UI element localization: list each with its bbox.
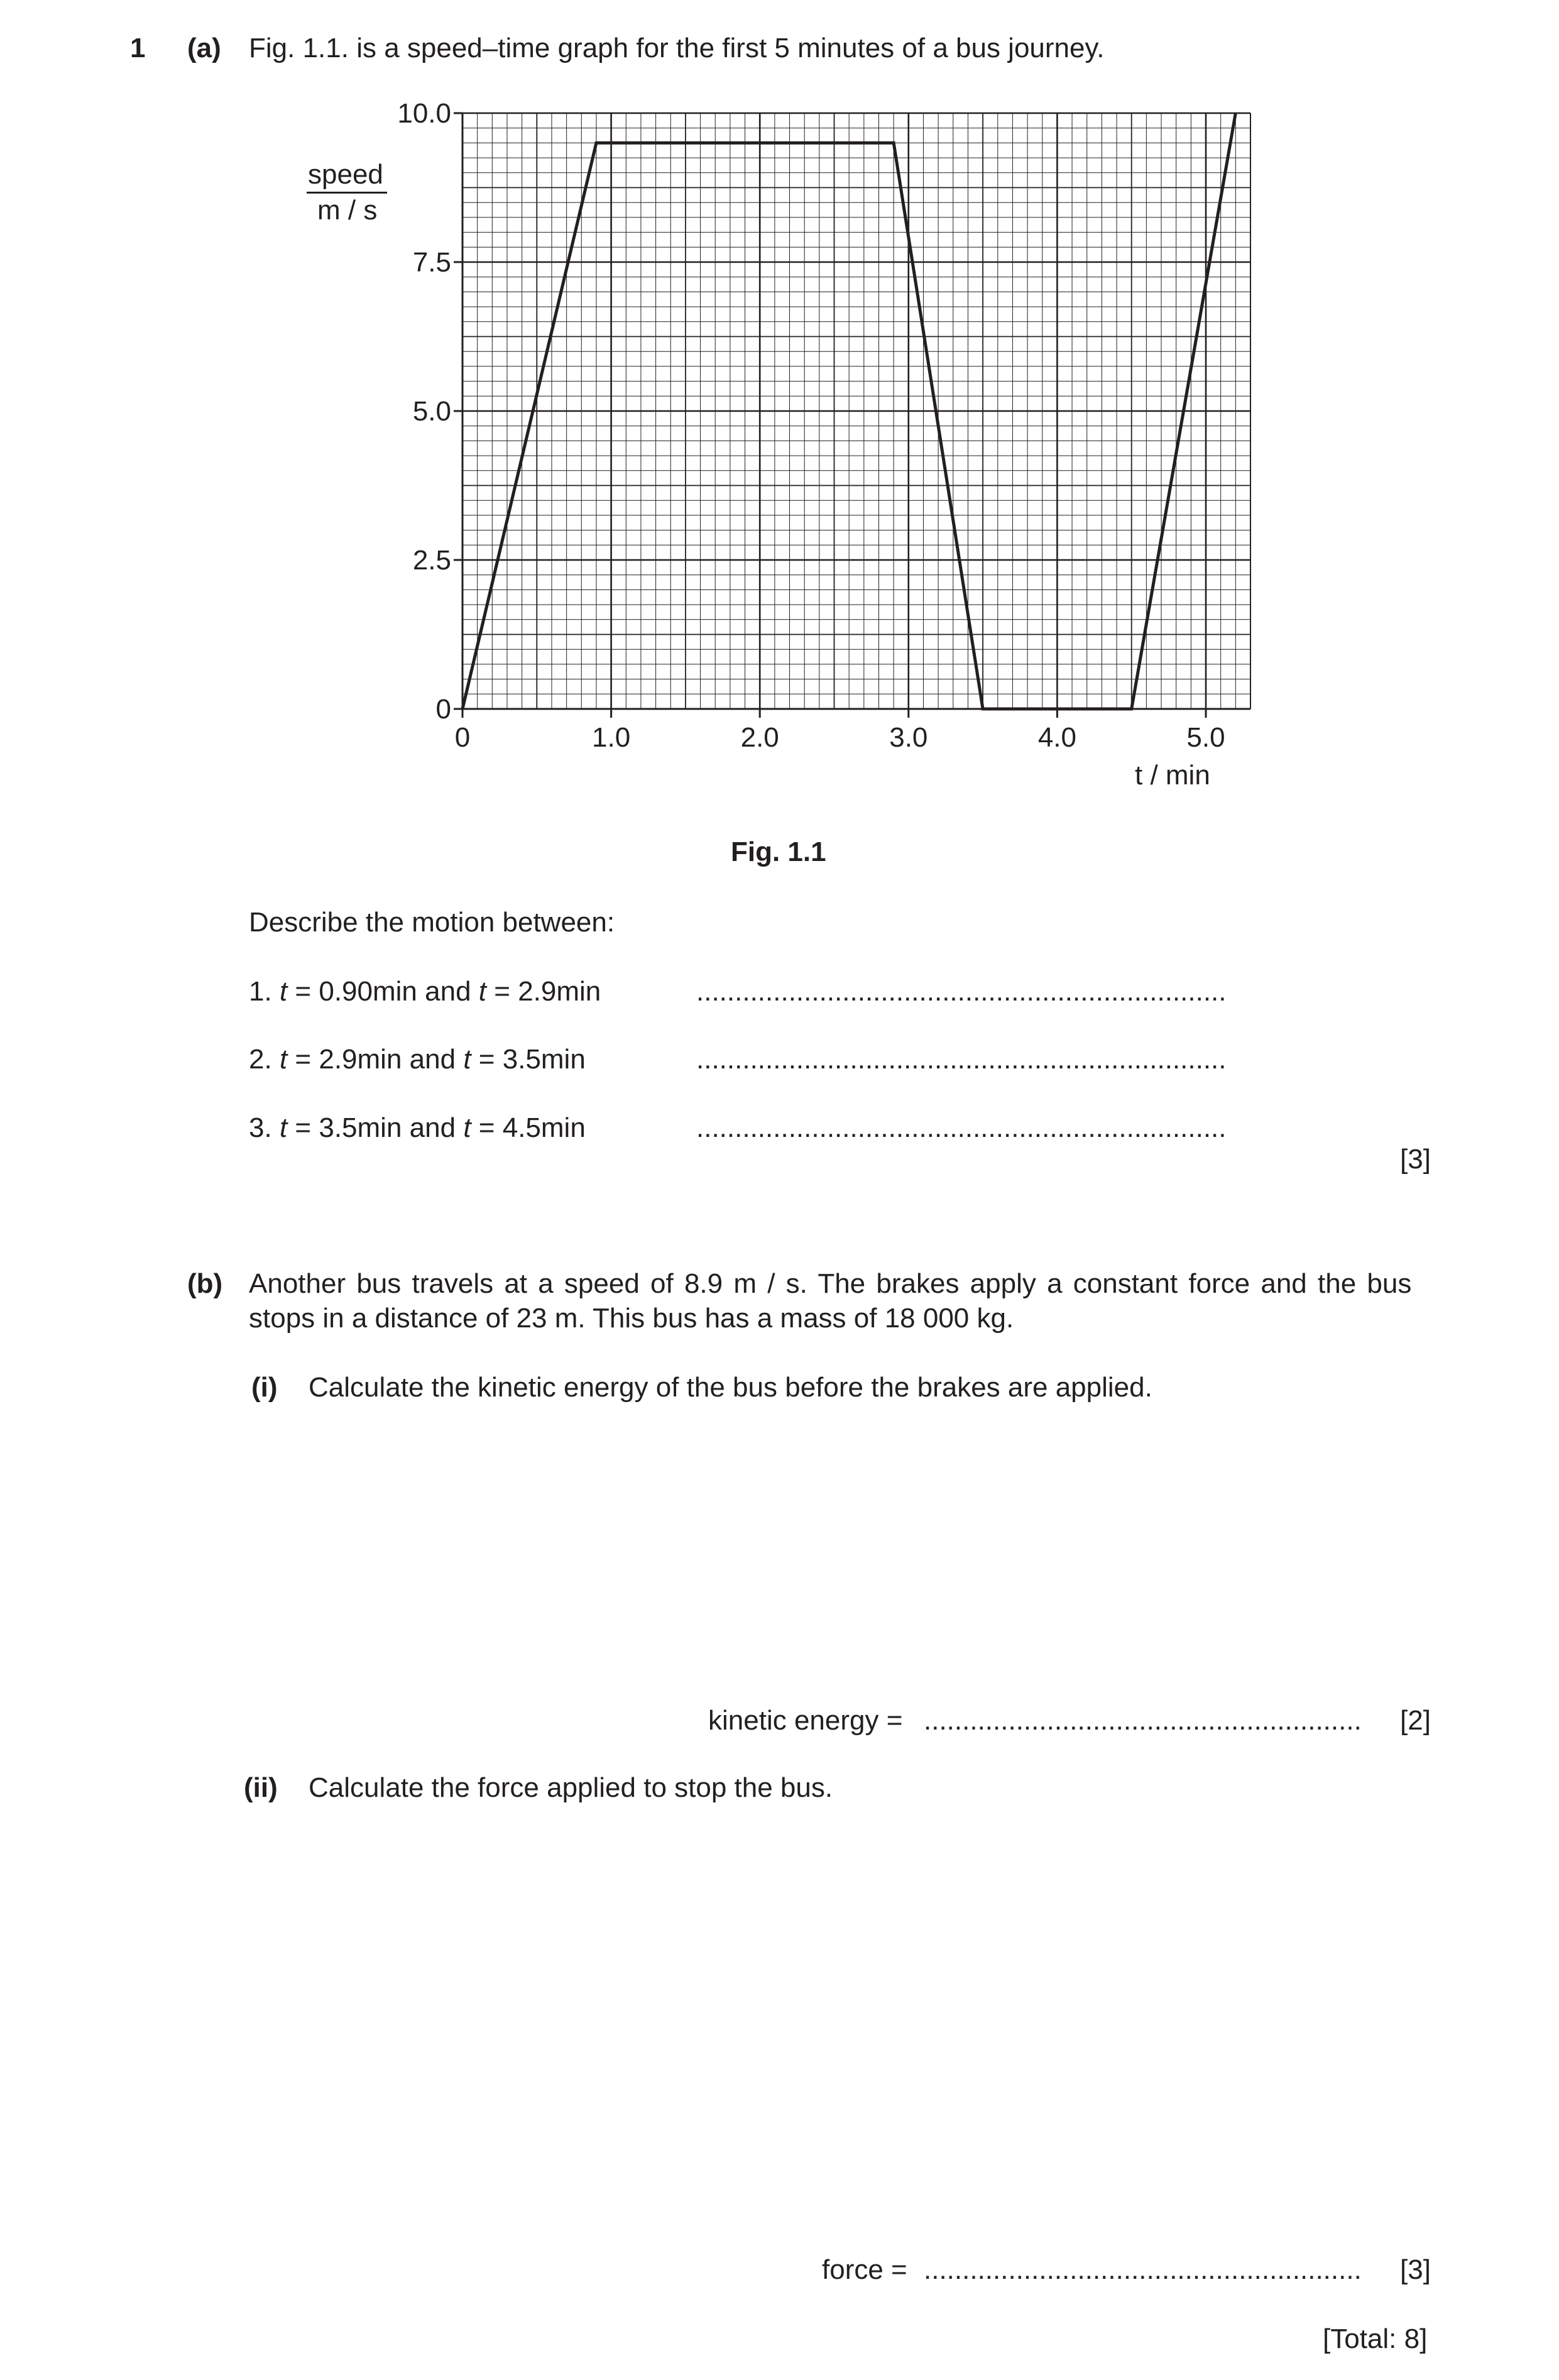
equals: =	[478, 1044, 495, 1075]
motion-item-1	[249, 978, 601, 1006]
time-end: 2.9	[518, 976, 557, 1007]
x-tick-label: 1.0	[592, 722, 631, 753]
answer-line-2[interactable]: .....................................................................	[696, 1044, 1227, 1075]
time-start: 2.9	[319, 1044, 358, 1075]
sub-ii-marks: [3]	[1400, 2254, 1431, 2285]
speed-time-graph	[0, 0, 1559, 817]
sub-ii-label: (ii)	[244, 1772, 278, 1803]
y-tick-label: 2.5	[412, 545, 451, 576]
time-unit: min	[540, 1112, 586, 1143]
graph-tick-labels	[397, 98, 1225, 753]
equals: =	[295, 1044, 312, 1075]
time-unit: min	[372, 976, 417, 1007]
t-symbol: t	[478, 976, 487, 1007]
part-a-intro: Fig. 1.1. is a speed–time graph for the first 5 minutes of a bus journey.	[249, 33, 1105, 63]
force-answer-line[interactable]: .........................................................	[924, 2254, 1362, 2285]
y-axis-label-speed: speed	[308, 159, 383, 190]
y-tick-label: 0	[435, 694, 451, 725]
time-start: 3.5	[319, 1112, 358, 1143]
equals: =	[494, 976, 510, 1007]
t-symbol: t	[279, 1112, 288, 1143]
sub-ii-text: Calculate the force applied to stop the bus.	[309, 1772, 833, 1803]
and-word: and	[409, 1112, 456, 1143]
part-b-text-line1: Another bus travels at a speed of 8.9 m / s. The brakes apply a constant force and the bus	[249, 1268, 1412, 1299]
describe-prompt: Describe the motion between:	[249, 907, 615, 938]
time-end: 4.5	[502, 1112, 541, 1143]
x-tick-label: 5.0	[1186, 722, 1225, 753]
item-number: 2.	[249, 1044, 272, 1075]
y-axis-label-divider	[307, 192, 387, 194]
force-label: force =	[822, 2254, 907, 2285]
time-unit: min	[357, 1044, 402, 1075]
y-tick-label: 5.0	[412, 396, 451, 427]
sub-i-marks: [2]	[1400, 1705, 1431, 1736]
x-tick-label: 4.0	[1037, 722, 1077, 753]
y-tick-label: 7.5	[412, 247, 451, 278]
sub-i-text: Calculate the kinetic energy of the bus before the brakes are applied.	[309, 1372, 1152, 1403]
part-b-label: (b)	[187, 1268, 223, 1299]
equals: =	[478, 1112, 495, 1143]
question-number: 1	[130, 33, 146, 63]
t-symbol: t	[463, 1044, 471, 1075]
total-marks: [Total: 8]	[1323, 2323, 1428, 2354]
answer-line-3[interactable]: .....................................................................	[696, 1112, 1227, 1143]
equals: =	[295, 976, 312, 1007]
item-number: 3.	[249, 1112, 272, 1143]
part-b-text-line2: stops in a distance of 23 m. This bus has a mass of 18 000 kg.	[249, 1303, 1014, 1334]
item-number: 1.	[249, 976, 272, 1007]
time-unit: min	[540, 1044, 586, 1075]
x-tick-label: 2.0	[740, 722, 779, 753]
part-a-marks: [3]	[1400, 1144, 1431, 1175]
sub-i-label: (i)	[251, 1372, 278, 1403]
kinetic-energy-answer-line[interactable]: .........................................................	[924, 1705, 1362, 1736]
motion-item-2	[249, 1046, 586, 1073]
time-end: 3.5	[502, 1044, 541, 1075]
time-unit: min	[357, 1112, 402, 1143]
kinetic-energy-label: kinetic energy =	[708, 1705, 903, 1736]
equals: =	[295, 1112, 312, 1143]
t-symbol: t	[279, 1044, 288, 1075]
x-tick-label: 3.0	[889, 722, 928, 753]
y-tick-label: 10.0	[397, 98, 451, 129]
t-symbol: t	[279, 976, 288, 1007]
t-symbol: t	[463, 1112, 471, 1143]
time-unit: min	[556, 976, 601, 1007]
figure-caption: Fig. 1.1	[731, 836, 826, 867]
x-axis-label: t / min	[1135, 760, 1210, 791]
answer-line-1[interactable]: .....................................................................	[696, 976, 1227, 1007]
time-start: 0.90	[319, 976, 373, 1007]
y-axis-label-unit: m / s	[317, 195, 378, 226]
x-tick-label: 0	[454, 722, 471, 753]
part-a-label: (a)	[187, 33, 221, 63]
and-word: and	[409, 1044, 456, 1075]
and-word: and	[425, 976, 471, 1007]
motion-item-3	[249, 1114, 586, 1142]
